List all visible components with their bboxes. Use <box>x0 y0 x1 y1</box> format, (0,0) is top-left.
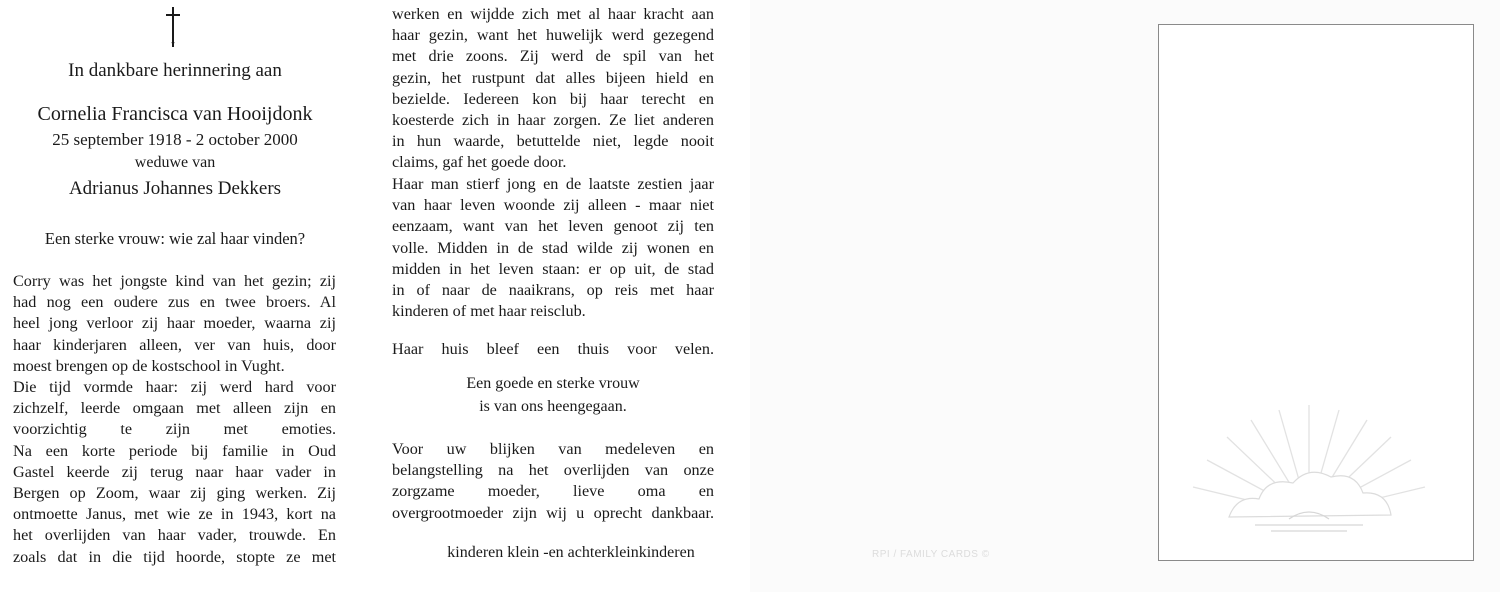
bio-line: heel jong verloor zij haar moeder, waarna zij <box>13 314 336 333</box>
paragraph-1 <box>392 4 714 174</box>
watermark: RPI / FAMILY CARDS © <box>872 549 990 560</box>
bio-line: had nog een oudere zus en twee broers. Al <box>13 293 336 312</box>
poem-line-1: Een goede en sterke vrouw <box>466 375 640 392</box>
text-line: koesterde zich in haar zorgen. Ze liet anderen <box>392 111 714 130</box>
bio-line: moest brengen op de kostschool in Vught. <box>13 356 285 375</box>
text-line: midden in het leven staan: er op uit, de stad <box>392 259 714 278</box>
photo-frame <box>1158 24 1474 561</box>
bio-line: voorzichtig te zijn met emoties. <box>13 420 336 439</box>
text-line: claims, gaf het goede door. <box>392 153 567 172</box>
deceased-name: Cornelia Francisca van Hooijdonk <box>37 103 313 125</box>
text-line: in hun waarde, betuttelde niet, legde nooit <box>392 132 714 151</box>
text-line: bezielde. Iedereen kon bij haar terecht en <box>392 89 714 108</box>
text-line: Haar man stierf jong en de laatste zestien jaar <box>392 175 714 193</box>
poem-line-2: is van ons heengegaan. <box>479 398 627 415</box>
husband-name: Adrianus Johannes Dekkers <box>68 178 282 199</box>
middle-panel <box>372 0 750 592</box>
left-panel <box>0 0 372 592</box>
signature: kinderen klein -en achterkleinkinderen <box>447 544 695 561</box>
text-line: eenzaam, want van het leven genoot zij ten <box>392 217 714 236</box>
thanks-paragraph <box>392 439 714 524</box>
text-line: belangstelling na het overlijden van onze <box>392 461 714 480</box>
biography <box>13 271 336 568</box>
text-line: met drie zoons. Zij werd de spil van het <box>392 47 714 66</box>
back-panel <box>750 0 1500 592</box>
text-line: zorgzame moeder, lieve oma en <box>392 482 714 501</box>
text-line: haar gezin, want het huwelijk werd gezegend <box>392 26 714 45</box>
text-line: overgrootmoeder zijn wij u oprecht dankbaar. <box>392 503 714 522</box>
text-line: in of naar de naaikrans, op reis met haar <box>392 281 714 300</box>
bio-line: zichzelf, leerde omgaan met alleen zijn en <box>13 399 336 418</box>
paragraph-2 <box>392 174 714 322</box>
text-line: werken en wijdde zich met al haar kracht aan <box>392 5 714 23</box>
home-line <box>392 339 714 360</box>
intro-text: In dankbare herinnering aan <box>68 60 282 81</box>
quote: Een sterke vrouw: wie zal haar vinden? <box>44 229 306 248</box>
widow-of: weduwe van <box>134 154 216 171</box>
bio-line: Corry was het jongste kind van het gezin; zij <box>13 272 336 290</box>
bio-line: haar kinderjaren alleen, ver van huis, door <box>13 335 336 354</box>
bio-line: Bergen op Zoom, waar zij ging werken. Zij <box>13 484 336 503</box>
text-line: gezin, het rustpunt dat alles bijeen hield en <box>392 68 714 87</box>
bio-line: ontmoette Janus, met wie ze in 1943, kort na <box>13 505 336 524</box>
text-line: Voor uw blijken van medeleven en <box>392 440 714 458</box>
bio-line: zoals dat in die tijd hoorde, stopte ze met <box>13 547 336 566</box>
bio-line: het overlijden van haar vader, trouwde. En <box>13 526 336 545</box>
bio-line: Gastel keerde zij terug naar haar vader in <box>13 462 336 481</box>
life-dates: 25 september 1918 - 2 october 2000 <box>52 130 298 149</box>
sunrise-icon <box>1159 25 1473 560</box>
bio-line: Na een korte periode bij familie in Oud <box>13 441 336 460</box>
text-line: Haar huis bleef een thuis voor velen. <box>392 340 714 358</box>
bio-line: Die tijd vormde haar: zij werd hard voor <box>13 378 336 397</box>
cross-icon <box>163 6 183 48</box>
text-line: van haar leven woonde zij alleen - maar niet <box>392 196 714 215</box>
text-line: kinderen of met haar reisclub. <box>392 302 586 321</box>
text-line: volle. Midden in de stad wilde zij wonen en <box>392 238 714 257</box>
